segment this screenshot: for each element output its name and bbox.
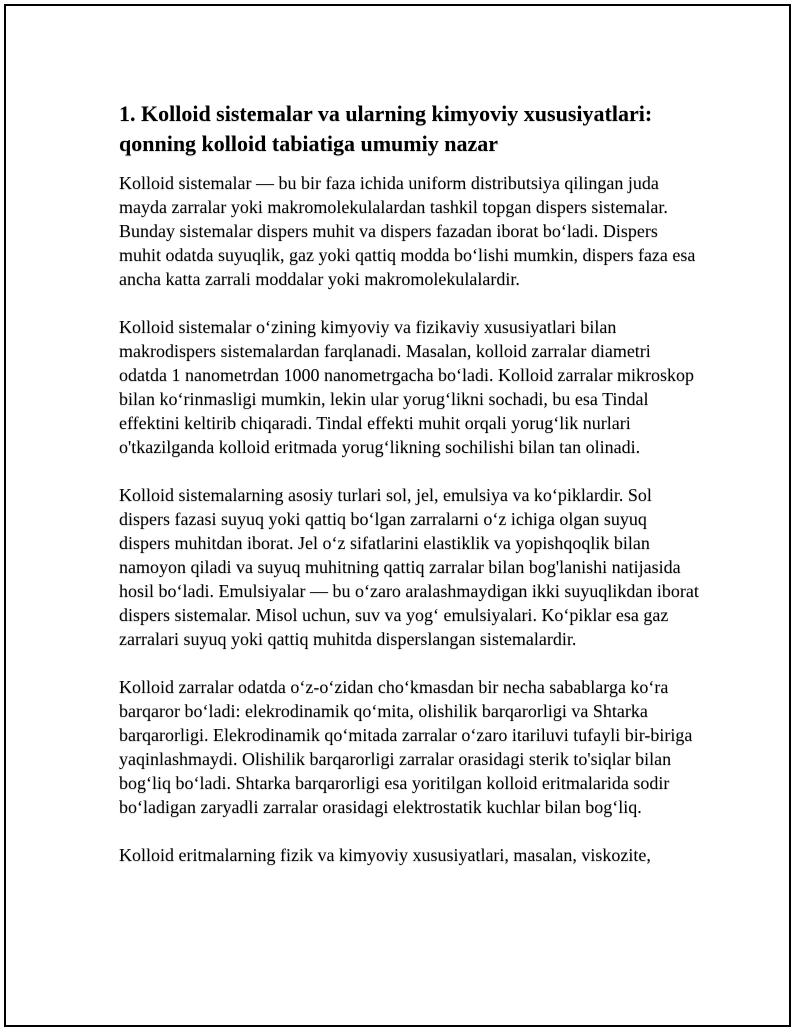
paragraph-4: Kolloid zarralar odatda o‘z-o‘zidan cho‘kmasdan bir necha sabablarga ko‘ra barqaror bo‘ladi: elekrodinamik qo‘mita, olishilik barqarorligi va Shtarka barqarorligi. Elekrodinamik qo‘mitada zarralar o‘zaro itariluvi tufayli bir-biriga yaqinlashmaydi. Olishilik barqarorligi zarralar orasidagi sterik to'siqlar bilan bog‘liq bo‘ladi. Shtarka barqarorligi esa yoritilgan kolloid eritmalarida sodir bo‘ladigan zaryadli zarralar orasidagi elektrostatik kuchlar bilan bog‘liq. [119, 677, 693, 817]
paragraph-1: Kolloid sistemalar — bu bir faza ichida uniform distributsiya qilingan juda mayda zarralar yoki makromolekulalardan tashkil topgan dispers sistemalar. Bunday sistemalar dispers muhit va dispers fazadan iborat bo‘ladi. Dispers muhit odatda suyuqlik, gaz yoki qattiq modda bo‘lishi mumkin, dispers faza esa ancha katta zarrali moddalar yoki makromolekulalardir. [119, 173, 696, 289]
section-heading [119, 99, 699, 159]
heading-line-2: qonning kolloid tabiatiga umumiy nazar [119, 131, 498, 156]
page-frame [4, 4, 791, 1027]
paragraph-5: Kolloid eritmalarning fizik va kimyoviy xususiyatlari, masalan, viskozite, [119, 845, 651, 865]
paragraph-3: Kolloid sistemalarning asosiy turlari sol, jel, emulsiya va ko‘piklardir. Sol dispers fazasi suyuq yoki qattiq bo‘lgan zarralarni o‘z ichiga olgan suyuq dispers muhitdan iborat. Jel o‘z sifatlarini elastiklik va yopishqoqlik bilan namoyon qiladi va suyuq muhitning qattiq zarralar bilan bog'lanishi natijasida hosil bo‘ladi. Emulsiyalar — bu o‘zaro aralashmaydigan ikki suyuqlikdan iborat dispers sistemalar. Misol uchun, suv va yog‘ emulsiyalari. Ko‘piklar esa gaz zarralari suyuq yoki qattiq muhitda disperslangan sistemalardir. [119, 485, 699, 649]
document-body [119, 99, 699, 891]
heading-line-1: 1. Kolloid sistemalar va ularning kimyoviy xususiyatlari: [119, 101, 653, 126]
paragraph-2: Kolloid sistemalar o‘zining kimyoviy va fizikaviy xususiyatlari bilan makrodispers sistemalardan farqlanadi. Masalan, kolloid zarralar diametri odatda 1 nanometrdan 1000 nanometrgacha bo‘ladi. Kolloid zarralar mikroskop bilan ko‘rinmasligi mumkin, lekin ular yorug‘likni sochadi, bu esa Tindal effektini keltirib chiqaradi. Tindal effekti muhit orqali yorug‘lik nurlari o'tkazilganda kolloid eritmada yorug‘likning sochilishi bilan tan olinadi. [119, 317, 694, 457]
